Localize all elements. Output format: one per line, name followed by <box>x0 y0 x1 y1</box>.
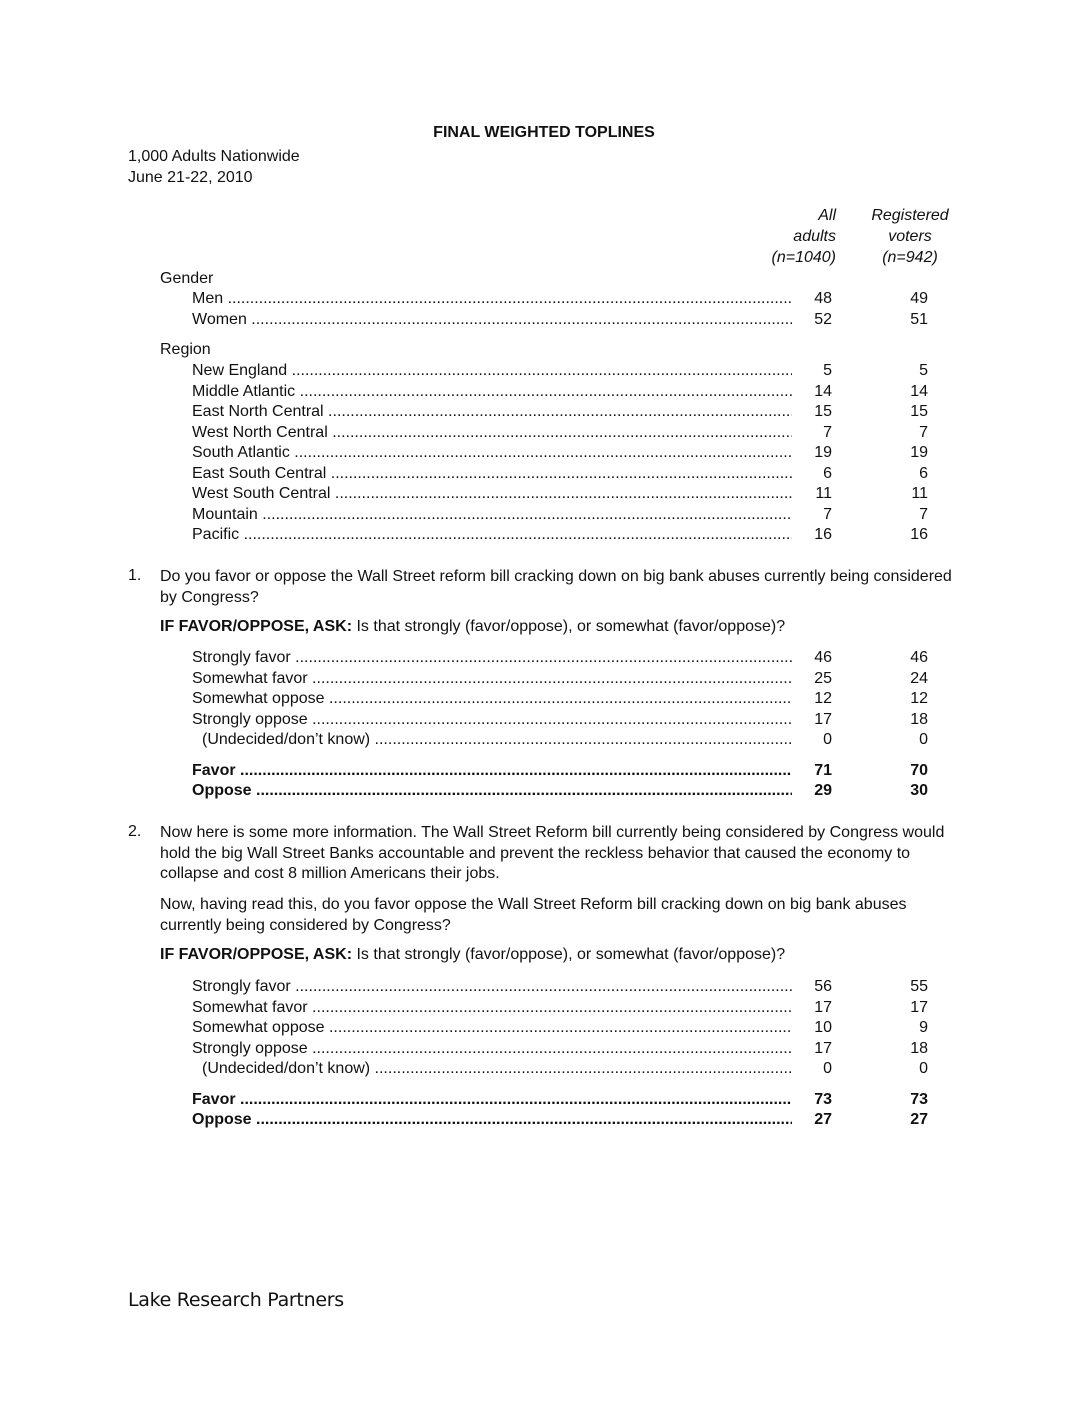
page-title: FINAL WEIGHTED TOPLINES <box>433 124 655 141</box>
table-row: Somewhat favor ..... 25 24 <box>192 669 928 689</box>
table-row: (Undecided/don’t know) ..... 0 0 <box>202 730 928 750</box>
question-2-followup: IF FAVOR/OPPOSE, ASK: Is that strongly (favor/oppose), or somewhat (favor/oppose)? <box>160 946 786 963</box>
survey-dates: June 21-22, 2010 <box>128 169 253 186</box>
total-row: Favor ..... 71 70 <box>192 761 928 781</box>
table-row: Somewhat oppose ..... 12 12 <box>192 689 928 709</box>
sample-description: 1,000 Adults Nationwide <box>128 148 300 165</box>
table-row: Strongly favor ..... 46 46 <box>192 648 928 668</box>
table-row: Strongly oppose ..... 17 18 <box>192 710 928 730</box>
table-row: Women ..... 52 51 <box>192 310 928 330</box>
footer-company-name: Lake Research Partners <box>128 1289 344 1311</box>
question-2-text: Now here is some more information. The Wall Street Reform bill currently being considered by Congress would hold the big Wall Street Banks accountable and prevent the reckless behavior that caused the economy to collapse and cost 8 million Americans their jobs. <box>160 824 945 882</box>
question-1-followup: IF FAVOR/OPPOSE, ASK: Is that strongly (favor/oppose), or somewhat (favor/oppose)? <box>160 618 786 635</box>
table-row: Strongly favor ..... 56 55 <box>192 977 928 997</box>
table-row: Pacific ..... 16 16 <box>192 525 928 545</box>
table-row: West North Central ..... 7 7 <box>192 423 928 443</box>
table-row: Men ..... 48 49 <box>192 289 928 309</box>
total-row: Favor ..... 73 73 <box>192 1090 928 1110</box>
total-row: Oppose ..... 29 30 <box>192 781 928 801</box>
question-1-number: 1. <box>128 567 142 584</box>
table-row: Somewhat oppose ..... 10 9 <box>192 1018 928 1038</box>
table-row: Strongly oppose ..... 17 18 <box>192 1039 928 1059</box>
total-row: Oppose ..... 27 27 <box>192 1110 928 1130</box>
table-row: Mountain ..... 7 7 <box>192 505 928 525</box>
question-1-text: Do you favor or oppose the Wall Street reform bill cracking down on big bank abuses currently being considered by Congress? <box>160 568 952 606</box>
region-heading: Region <box>160 341 211 358</box>
column-header-registered-voters: Registered voters (n=942) <box>871 207 949 266</box>
table-row: Middle Atlantic ..... 14 14 <box>192 382 928 402</box>
table-row: East North Central ..... 15 15 <box>192 402 928 422</box>
table-row: New England ..... 5 5 <box>192 361 928 381</box>
gender-heading: Gender <box>160 270 214 287</box>
table-row: South Atlantic ..... 19 19 <box>192 443 928 463</box>
question-2-number: 2. <box>128 823 142 840</box>
column-header-all-adults: All adults (n=1040) <box>771 207 836 266</box>
table-row: Somewhat favor ..... 17 17 <box>192 998 928 1018</box>
table-row: West South Central ..... 11 11 <box>192 484 928 504</box>
table-row: East South Central ..... 6 6 <box>192 464 928 484</box>
question-2-prompt: Now, having read this, do you favor oppose the Wall Street Reform bill cracking down on big bank abuses currently being considered by Congress? <box>160 896 907 934</box>
table-row: (Undecided/don’t know) ..... 0 0 <box>202 1059 928 1079</box>
